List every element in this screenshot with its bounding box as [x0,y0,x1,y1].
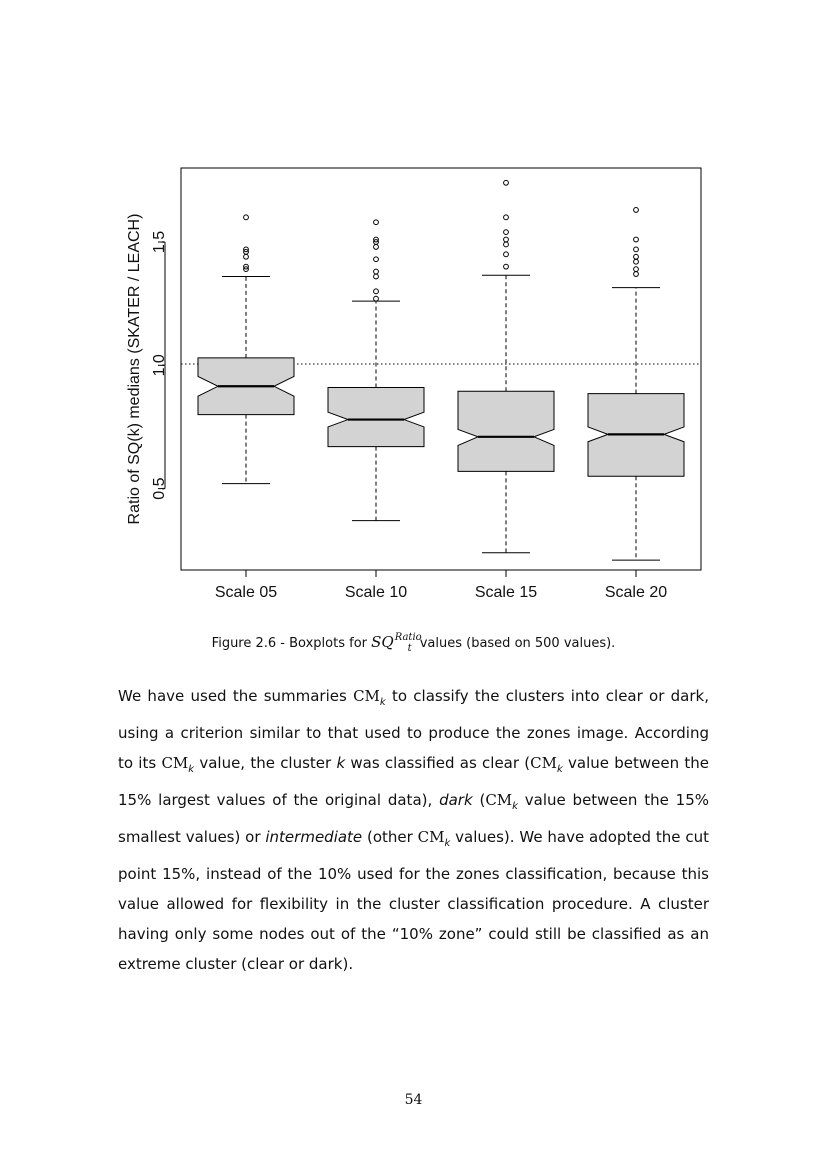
outlier-point [634,272,639,277]
outlier-point [504,252,509,257]
outlier-point [374,274,379,279]
cm-symbol: CM [485,791,513,809]
box-group [328,220,424,521]
outlier-point [634,254,639,259]
outlier-point [634,237,639,242]
outlier-point [374,257,379,262]
boxplot-series [198,180,684,560]
caption-symbol: SQ [371,633,394,651]
outlier-point [504,264,509,269]
outlier-point [374,296,379,301]
text-run: values). We have adopted the cut point 15%, instead of the 10% used for the zones classification, because this value allowed for flexibility in the cluster classification procedure. A cluster having only some nodes out of the “10% zone” could still be classified as an extreme cluster (clear or dark). [118,828,709,973]
text-run: to classify the clusters into clear or dark, using a criterion similar to that used to produce the zones image. According to its [118,687,709,772]
box-group [198,215,294,484]
text-run: ( [472,791,486,809]
cm-symbol: CM [353,687,380,705]
text-run: was classified as clear ( [345,754,531,772]
box-group [588,208,684,561]
outlier-point [504,180,509,185]
x-tick-label: Scale 10 [344,584,408,601]
outlier-point [634,259,639,264]
y-axis-label: Ratio of SQ(k) medians (SKATER / LEACH) [126,213,143,525]
variable-k: k [336,754,346,772]
x-axis [215,570,667,601]
page-number: 54 [404,1092,423,1108]
body-paragraph [118,681,709,979]
subscript-k: k [556,764,563,775]
text-run: value between the 15% largest values of the original data), [118,754,709,809]
outlier-point [374,245,379,250]
caption-subscript: t [407,643,412,654]
outlier-point [374,269,379,274]
caption-superscript: Ratio [394,632,422,643]
cm-symbol: CM [417,828,445,846]
outlier-point [504,242,509,247]
y-tick-label: 1.5 [151,230,168,254]
y-axis [151,231,168,500]
subscript-k: k [379,697,386,708]
outlier-point [244,254,249,259]
term-intermediate: intermediate [265,828,363,846]
outlier-point [634,208,639,213]
x-tick-label: Scale 20 [604,584,668,601]
box-body [328,387,424,446]
outlier-point [244,215,249,220]
figure-caption [0,632,827,654]
outlier-point [504,230,509,235]
cm-symbol: CM [161,754,189,772]
subscript-k: k [188,764,195,775]
cm-symbol: CM [530,754,557,772]
text-run: We have used the summaries [118,687,354,705]
subscript-k: k [512,801,518,812]
text-run: value, the cluster [194,754,337,772]
outlier-point [374,289,379,294]
y-tick-label: 1.0 [151,354,168,377]
box-group [458,180,554,552]
y-tick-label: 0.5 [151,477,168,500]
caption-prefix: Figure 2.6 - Boxplots for [211,636,372,651]
outlier-point [504,215,509,220]
box-body [458,391,554,471]
text-run: value between the 15% smallest values) or [118,791,709,846]
outlier-point [634,267,639,272]
term-dark: dark [439,791,473,809]
x-tick-label: Scale 05 [214,584,278,601]
x-tick-label: Scale 15 [474,584,538,601]
outlier-point [374,220,379,225]
subscript-k: k [444,838,451,849]
text-run: (other [362,828,418,846]
outlier-point [504,237,509,242]
outlier-point [634,247,639,252]
caption-suffix: values (based on 500 values). [419,636,616,651]
